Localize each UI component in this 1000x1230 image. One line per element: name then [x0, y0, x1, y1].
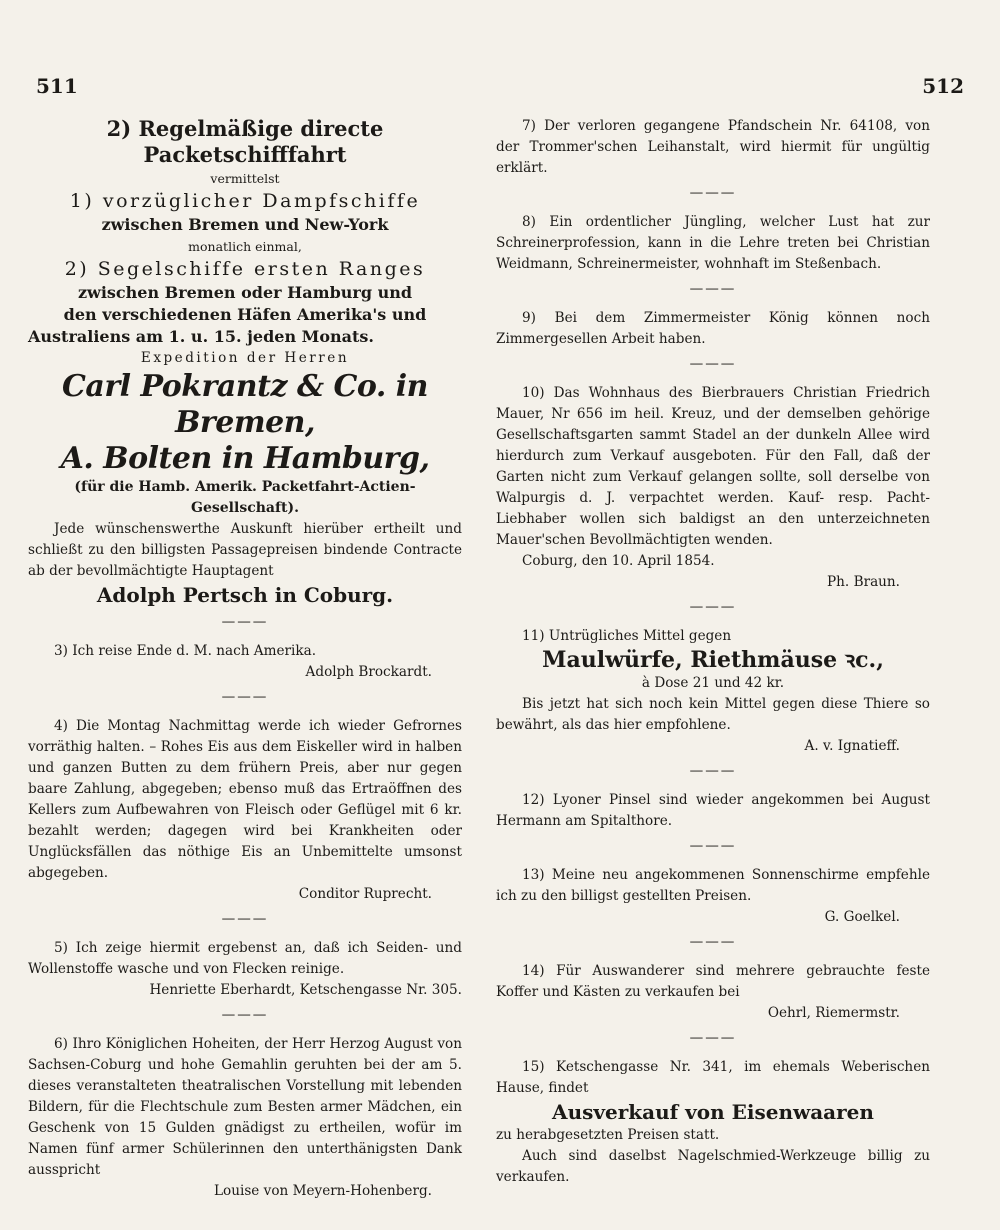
separator: ——— [221, 1007, 269, 1023]
ad-15-line: Auch sind daselbst Nagelschmied-Werkzeuge billig zu verkaufen. [496, 1148, 930, 1185]
ad-11 [496, 626, 930, 757]
separator: ——— [689, 281, 737, 297]
ad-14 [496, 961, 930, 1024]
ad-11-headline: Maulwürfe, Riethmäuse ꝛc., [542, 647, 884, 673]
ad-13-text: 13) Meine neu angekommenen Sonnenschirme empfehle ich zu den billigst gestellten Preisen. [496, 867, 930, 904]
ad-2-line: zwischen Bremen oder Hamburg und [77, 283, 413, 302]
ad-13 [496, 865, 930, 928]
ad-11-signature: A. v. Ignatieff. [804, 738, 900, 754]
ad-11-price: à Dose 21 und 42 kr. [641, 675, 785, 691]
ad-3-signature: Adolph Brockardt. [305, 664, 432, 680]
ad-2-line: zwischen Bremen und New-York [101, 215, 389, 234]
ad-2-line: vermittelst [210, 171, 280, 186]
ad-11-body: Bis jetzt hat sich noch kein Mittel gegen diese Thiere so bewährt, als das hier empfohlene. [496, 696, 930, 733]
page-number-left: 511 [36, 74, 78, 98]
ad-3 [28, 641, 462, 683]
left-column [28, 116, 462, 1206]
ad-5-signature: Henriette Eberhardt, Ketschengasse Nr. 305. [149, 982, 462, 998]
ad-2-line: Australiens am 1. u. 15. jeden Monats. [28, 327, 374, 346]
ad-2-title: 2) Regelmäßige directe Packetschifffahrt [106, 116, 384, 167]
ad-15-line: zu herabgesetzten Preisen statt. [496, 1127, 720, 1143]
right-column [496, 116, 930, 1192]
ad-14-text: 14) Für Auswanderer sind mehrere gebrauchte feste Koffer und Kästen zu verkaufen bei [496, 963, 930, 1000]
ad-7 [496, 116, 930, 179]
ad-15 [496, 1057, 930, 1188]
ad-2-firm-bremen: Carl Pokrantz & Co. in Bremen, [62, 369, 428, 440]
ad-6 [28, 1034, 462, 1202]
separator: ——— [221, 614, 269, 630]
ad-6-signature: Louise von Meyern-Hohenberg. [214, 1183, 432, 1199]
ad-12-text: 12) Lyoner Pinsel sind wieder angekommen bei August Hermann am Spitalthore. [496, 792, 930, 829]
ad-14-signature: Oehrl, Riemermstr. [767, 1005, 900, 1021]
ad-10 [496, 383, 930, 593]
ad-2-line: 2) Segelschiffe ersten Ranges [64, 258, 426, 280]
ad-4-signature: Conditor Ruprecht. [298, 886, 432, 902]
separator: ——— [689, 934, 737, 950]
ad-6-text: 6) Ihro Königlichen Hoheiten, der Herr Herzog August von Sachsen-Coburg und hohe Gemahlin geruhten bei der am 5. dieses veranstalteten theatralischen Vorstellung mit lebenden Bildern, für die Flechtschule zum Besten armer Mädchen, ein Geschenk von 15 Gulden gnädigst zu ertheilen, wofür im Namen fünf armer Schülerinnen den unterthänigsten Dank ausspricht [28, 1036, 462, 1178]
ad-2-body: Jede wünschenswerthe Auskunft hierüber ertheilt und schließt zu den billigsten Passagepreisen bindende Contracte ab der bevollmächtigte Hauptagent [28, 521, 462, 579]
page-number-right: 512 [922, 74, 964, 98]
ad-9-text: 9) Bei dem Zimmermeister König können noch Zimmergesellen Arbeit haben. [496, 310, 930, 347]
ad-11-line: 11) Untrügliches Mittel gegen [522, 628, 732, 644]
ad-4-text: 4) Die Montag Nachmittag werde ich wieder Gefrornes vorräthig halten. – Rohes Eis aus dem Eiskeller wird in halben und ganzen Butten zu dem frühern Preis, aber nur gegen baare Zahlung, abgegeben; ebenso muß das Ertraöffnen des Kellers zum Aufbewahren von Fleisch oder Geflügel mit 6 kr. bezahlt werden; dagegen wird bei Krankheiten oder Unglücksfällen das nöthige Eis an Unbemittelte umsonst abgegeben. [28, 718, 462, 881]
ad-9 [496, 308, 930, 350]
ad-2-line: (für die Hamb. Amerik. Packetfahrt-Actien-Gesellschaft). [74, 479, 416, 516]
ad-15-text: 15) Ketschengasse Nr. 341, im ehemals Weberischen Hause, findet [496, 1059, 930, 1096]
ad-2-firm-hamburg: A. Bolten in Hamburg, [60, 441, 430, 476]
ad-2-shipping [28, 116, 462, 608]
ad-10-text: 10) Das Wohnhaus des Bierbrauers Christian Friedrich Mauer, Nr 656 im heil. Kreuz, und der demselben gehörige Gesellschaftsgarten sammt Stadel an der dunkeln Allee wird hierdurch zum Verkauf ausgeboten. Für den Fall, daß der Garten nicht zum Verkauf gelangen sollte, soll derselbe von Walpurgis d. J. verpachtet werden. Kauf- resp. Pacht-Liebhaber wollen sich baldigst an den unterzeichneten Mauer'schen Bevollmächtigten wenden. [496, 385, 930, 548]
separator: ——— [689, 1030, 737, 1046]
separator: ——— [221, 911, 269, 927]
ad-5-text: 5) Ich zeige hiermit ergebenst an, daß ich Seiden- und Wollenstoffe wasche und von Flecken reinige. [28, 940, 462, 977]
separator: ——— [689, 356, 737, 372]
ad-5 [28, 938, 462, 1001]
ad-13-signature: G. Goelkel. [824, 909, 900, 925]
ad-8-text: 8) Ein ordentlicher Jüngling, welcher Lust hat zur Schreinerprofession, kann in die Lehre treten bei Christian Weidmann, Schreinermeister, wohnhaft im Steßenbach. [496, 214, 930, 272]
ad-2-line: Expedition der Herren [140, 350, 350, 366]
ad-2-line: monatlich einmal, [188, 239, 302, 254]
separator: ——— [689, 763, 737, 779]
ad-10-signature: Ph. Braun. [827, 574, 900, 590]
ad-2-line: den verschiedenen Häfen Amerika's und [63, 305, 427, 324]
ad-2-agent: Adolph Pertsch in Coburg. [96, 583, 394, 607]
separator: ——— [689, 599, 737, 615]
ad-15-headline: Ausverkauf von Eisenwaaren [552, 1100, 874, 1124]
separator: ——— [689, 185, 737, 201]
ad-2-line: 1) vorzüglicher Dampfschiffe [69, 190, 421, 212]
separator: ——— [221, 689, 269, 705]
ad-3-text: 3) Ich reise Ende d. M. nach Amerika. [54, 643, 317, 659]
separator: ——— [689, 838, 737, 854]
ad-4 [28, 716, 462, 905]
ad-8 [496, 212, 930, 275]
ad-12 [496, 790, 930, 832]
ad-7-text: 7) Der verloren gegangene Pfandschein Nr. 64108, von der Trommer'schen Leihanstalt, wird hiermit für ungültig erklärt. [496, 118, 930, 176]
ad-10-date: Coburg, den 10. April 1854. [522, 553, 715, 569]
